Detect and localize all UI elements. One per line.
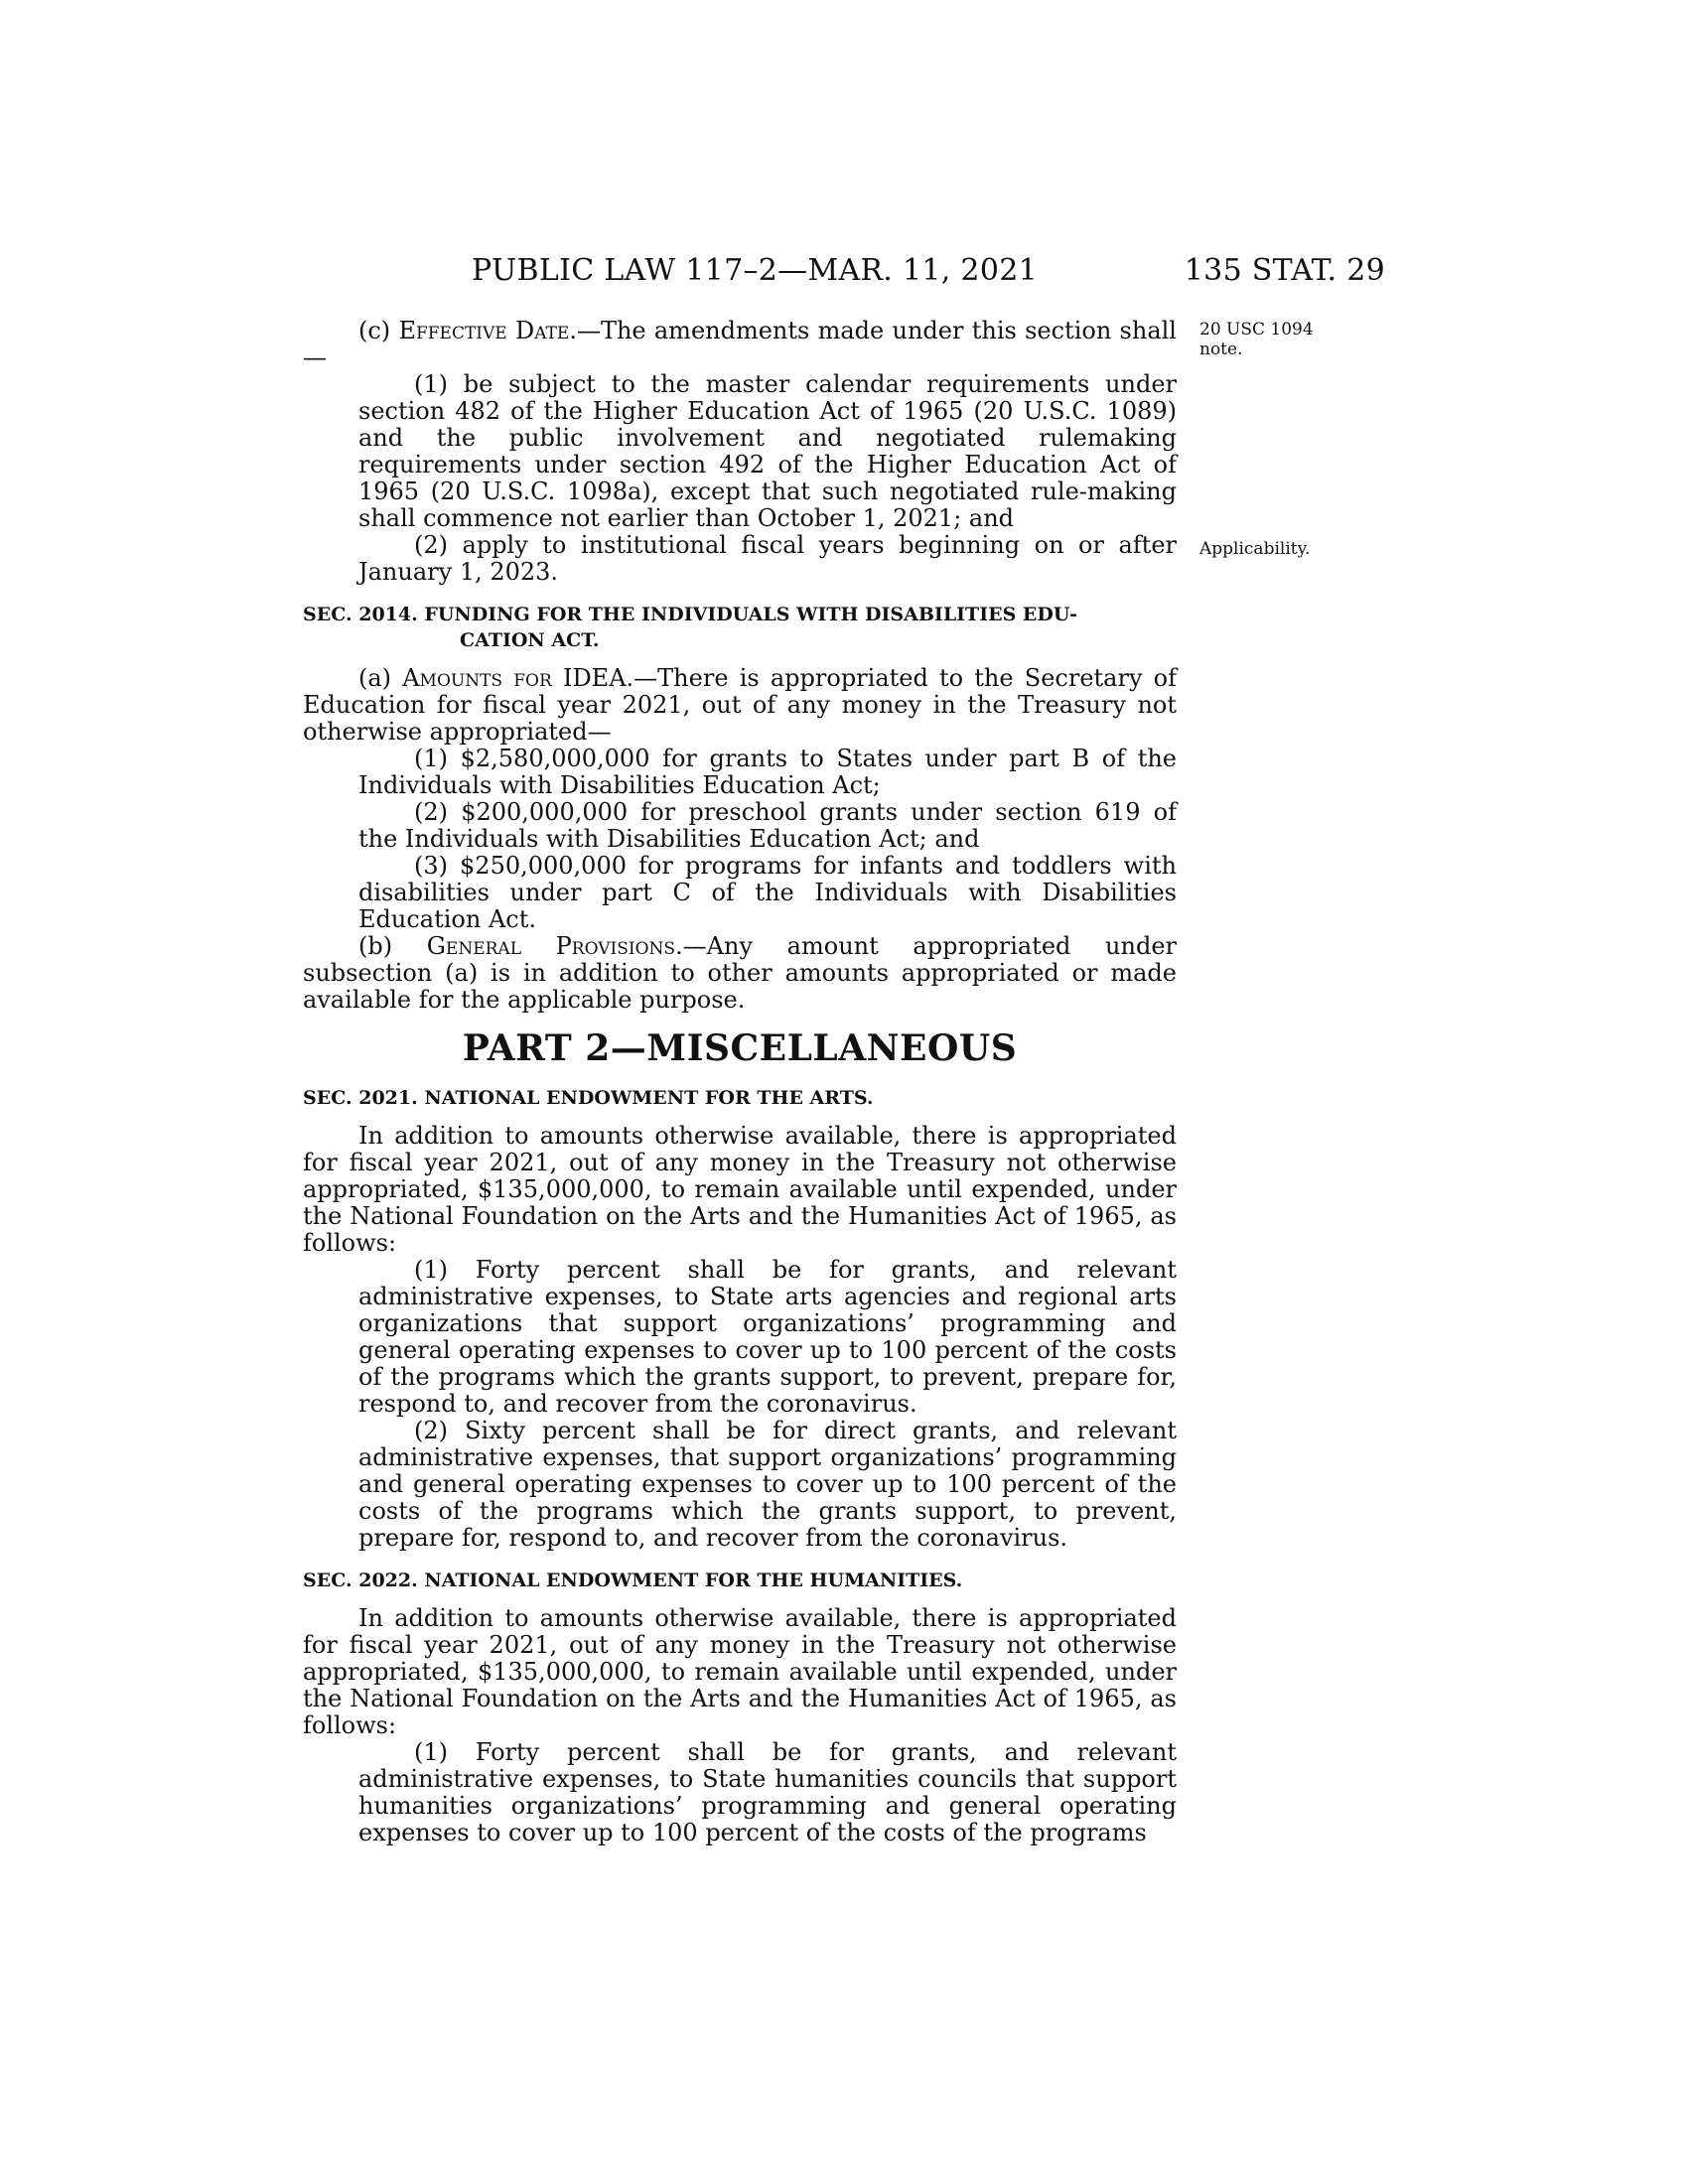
subsection-b-text: .—Any amount appropriated under subsection (a) is in addition to other amounts appropriated or made available for the applicable purpose. xyxy=(303,932,1178,1014)
margin-note-usc-line1: 20 USC 1094 xyxy=(1199,320,1314,340)
subsection-a-paragraph-1: (1) $2,580,000,000 for grants to States under part B of the Individuals with Disabilities Education Act; xyxy=(358,745,1177,799)
page-number: 135 STAT. 29 xyxy=(1184,253,1385,288)
subsection-c xyxy=(303,318,1177,371)
document-body xyxy=(303,318,1177,1846)
section-2022-text: In addition to amounts otherwise available, there is appropriated for fiscal year 2021, out of any money in the Treasury not otherwise appropriated, $135,000,000, to remain available until expended, under the National Foundation on the Arts and the Humanities Act of 1965, as follows: xyxy=(303,1604,1177,1739)
margin-note-usc-line2: note. xyxy=(1199,340,1243,359)
subsection-a-paragraph-3: (3) $250,000,000 for programs for infants and toddlers with disabilities under part C of the Individuals with Disabilities Education Act. xyxy=(358,852,1177,933)
margin-note-applicability: Applicability. xyxy=(1199,539,1311,559)
subsection-c-paragraph-1: (1) be subject to the master calendar requirements under section 482 of the Higher Education Act of 1965 (20 U.S.C. 1089) and the public involvement and negotiated rulemaking requirements under section 492 of the Higher Education Act of 1965 (20 U.S.C. 1098a), except that such negotiated rule-making shall commence not earlier than October 1, 2021; and xyxy=(358,370,1177,532)
section-2014-heading-line2: CATION ACT. xyxy=(460,629,600,651)
subsection-a-label: (a) xyxy=(358,664,403,692)
section-2021-heading: SEC. 2021. NATIONAL ENDOWMENT FOR THE ARTS. xyxy=(303,1087,874,1109)
section-2022-heading: SEC. 2022. NATIONAL ENDOWMENT FOR THE HUMANITIES. xyxy=(303,1570,963,1591)
subsection-c-label: (c) xyxy=(358,317,399,344)
margin-note-usc xyxy=(1199,320,1348,359)
subsection-a-paragraph-2: (2) $200,000,000 for preschool grants under section 619 of the Individuals with Disabilities Education Act; and xyxy=(358,798,1177,853)
section-2022-paragraph-1: (1) Forty percent shall be for grants, and relevant administrative expenses, to State humanities councils that support humanities organizations’ programming and general operating expenses to cover up to 100 percent of the costs of the programs xyxy=(358,1738,1177,1846)
subsection-a-heading: Amounts for IDEA xyxy=(402,664,627,692)
section-2021-paragraph-2: (2) Sixty percent shall be for direct grants, and relevant administrative expenses, that support organizations’ programming and general operating expenses to cover up to 100 percent of the costs of the programs which the grants support, to prevent, prepare for, respond to, and recover from the coronavirus. xyxy=(358,1417,1177,1552)
running-head-title: PUBLIC LAW 117–2—MAR. 11, 2021 xyxy=(472,253,1038,288)
section-2014-heading-line1: SEC. 2014. FUNDING FOR THE INDIVIDUALS WITH DISABILITIES EDU- xyxy=(303,604,1077,625)
subsection-b-label: (b) xyxy=(358,932,427,960)
subsection-a-text: .—There is appropriated to the Secretary of Education for fiscal year 2021, out of any money in the Treasury not otherwise appropriated— xyxy=(303,664,1178,746)
subsection-a xyxy=(303,665,1177,746)
section-2021-paragraph-1: (1) Forty percent shall be for grants, and relevant administrative expenses, to State arts agencies and regional arts organizations that support organizations’ programming and general operating expenses to cover up to 100 percent of the costs of the programs which the grants support, to prevent, prepare for, respond to, and recover from the coronavirus. xyxy=(358,1256,1177,1418)
subsection-c-heading: Effective Date xyxy=(398,317,570,344)
subsection-c-text: .—The amendments made under this section shall— xyxy=(303,317,1177,371)
section-2014-heading xyxy=(303,602,1177,653)
part-2-heading: PART 2—MISCELLANEOUS xyxy=(462,1027,1018,1069)
subsection-b-heading: General Provisions xyxy=(426,932,676,960)
subsection-c-paragraph-2: (2) apply to institutional fiscal years beginning on or after January 1, 2023. xyxy=(358,531,1177,586)
section-2021-text: In addition to amounts otherwise available, there is appropriated for fiscal year 2021, out of any money in the Treasury not otherwise appropriated, $135,000,000, to remain available until expended, under the National Foundation on the Arts and the Humanities Act of 1965, as follows: xyxy=(303,1122,1177,1257)
subsection-b xyxy=(303,933,1177,1014)
